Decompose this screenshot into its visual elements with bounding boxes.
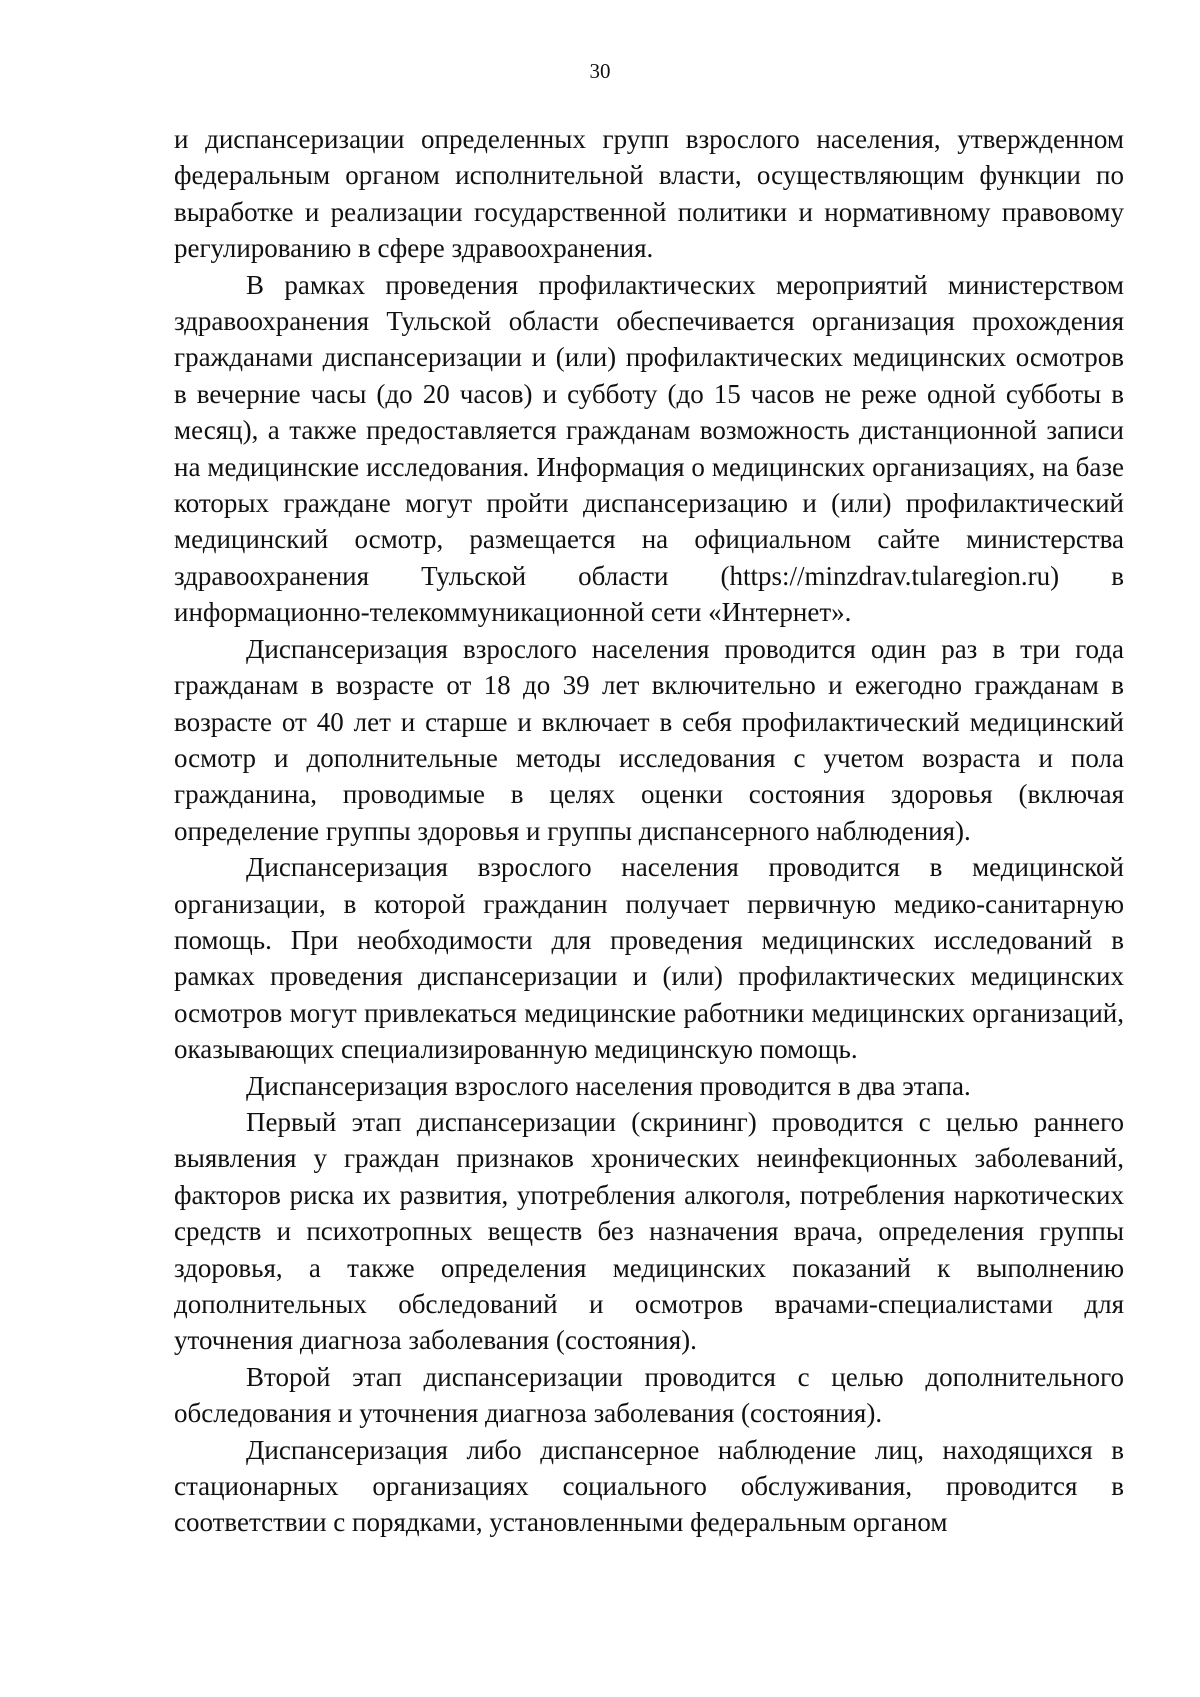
paragraph-organization: Диспансеризация взрослого населения проводится в медицинской организации, в которой гражданин получает первичную медико-санитарную помощь. При необходимости для проведения медицинских исследований в рамках проведения диспансеризации и (или) профилактических медицинских осмотров могут привлекаться медицинские работники медицинских организаций, оказывающих специализированную медицинскую помощь. xyxy=(174,852,1124,1065)
paragraph-stationary-organizations: Диспансеризация либо диспансерное наблюдение лиц, находящихся в стационарных организациях социального обслуживания, проводится в соответствии с порядками, установленными федеральным органом xyxy=(174,1434,1124,1538)
paragraph-second-stage: Второй этап диспансеризации проводится с целью дополнительного обследования и уточнения диагноза заболевания (состояния). xyxy=(174,1361,1124,1429)
paragraph-two-stages: Диспансеризация взрослого населения проводится в два этапа. xyxy=(246,1070,971,1101)
document-body xyxy=(174,121,1124,1541)
paragraph-continuation: и диспансеризации определенных групп взрослого населения, утвержденном федеральным органом исполнительной власти, осуществляющим функции по выработке и реализации государственной политики и нормативному правовому регулированию в сфере здравоохранения. xyxy=(174,124,1124,264)
page-number: 30 xyxy=(589,59,611,83)
paragraph-first-stage: Первый этап диспансеризации (скрининг) проводится с целью раннего выявления у граждан признаков хронических неинфекционных заболеваний, факторов риска их развития, употребления алкоголя, потребления наркотических средств и психотропных веществ без назначения врача, определения группы здоровья, а также определения медицинских показаний к выполнению дополнительных обследований и осмотров врачами-специалистами для уточнения диагноза заболевания (состояния). xyxy=(174,1106,1124,1356)
paragraph-frequency: Диспансеризация взрослого населения проводится один раз в три года гражданам в возрасте от 18 до 39 лет включительно и ежегодно гражданам в возрасте от 40 лет и старше и включает в себя профилактический медицинский осмотр и дополнительные методы исследования с учетом возраста и пола гражданина, проводимые в целях оценки состояния здоровья (включая определение группы здоровья и группы диспансерного наблюдения). xyxy=(174,633,1124,846)
paragraph-preventive-measures: В рамках проведения профилактических мероприятий министерством здравоохранения Тульской области обеспечивается организация прохождения гражданами диспансеризации и (или) профилактических медицинских осмотров в вечерние часы (до 20 часов) и субботу (до 15 часов не реже одной субботы в месяц), а также предоставляется гражданам возможность дистанционной записи на медицинские исследования. Информация о медицинских организациях, на базе которых граждане могут пройти диспансеризацию и (или) профилактический медицинский осмотр, размещается на официальном сайте министерства здравоохранения Тульской области (https://minzdrav.tularegion.ru) в информационно-телекоммуникационной сети «Интернет». xyxy=(174,269,1124,628)
